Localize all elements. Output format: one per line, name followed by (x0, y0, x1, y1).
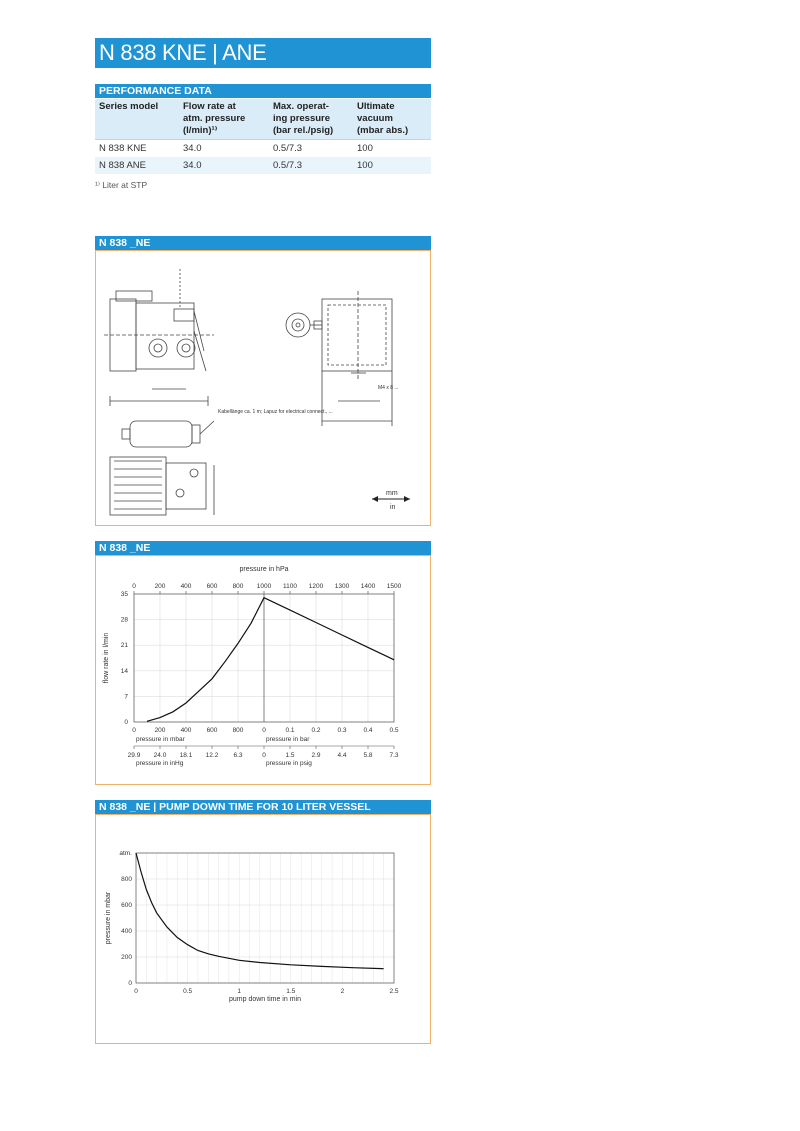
y-axis-label: pressure in mbar (105, 891, 112, 945)
y-tick-label: 0 (128, 980, 132, 987)
x-psig-tick-label: 7.3 (389, 752, 399, 759)
table-cell: 100 (353, 157, 431, 174)
drawing-note-left: Kabellänge ca. 1 m; Lapuz for electrical connect., ... (218, 409, 333, 415)
pump-chart-section-title: N 838 _NE | PUMP DOWN TIME FOR 10 LITER VESSEL (95, 800, 431, 814)
table-cell: 0.5/7.3 (269, 140, 353, 158)
page-title: N 838 KNE | ANE (95, 38, 431, 68)
x-inhg-tick-label: 12.2 (205, 752, 219, 759)
x-bar-tick-label: 0.4 (363, 727, 373, 734)
y-tick-label: 400 (121, 928, 132, 935)
x-mbar-tick-label: 0 (132, 727, 136, 734)
col-header-series-model: Series model (95, 99, 179, 140)
x-top-tick-label: 1100 (283, 583, 297, 590)
x-top-tick-label: 1200 (308, 583, 324, 590)
table-cell: 34.0 (179, 157, 269, 174)
x-inhg-label: pressure in inHg (136, 760, 184, 767)
x-inhg-tick-label: 18.1 (179, 752, 193, 759)
x-psig-tick-label: 4.4 (337, 752, 347, 759)
x-top-tick-label: 200 (154, 583, 166, 590)
y-tick-label: 0 (124, 719, 128, 726)
x-top-tick-label: 800 (232, 583, 244, 590)
flow-chart-section-title: N 838 _NE (95, 541, 431, 555)
col-header-flow-rate (179, 99, 269, 140)
x-top-tick-label: 1000 (256, 583, 272, 590)
x-tick-label: 1 (237, 988, 242, 995)
col-header-ultimate-vacuum (353, 99, 431, 140)
y-tick-label: 21 (120, 642, 128, 650)
y-tick-label: 35 (120, 591, 128, 598)
table-cell: 34.0 (179, 140, 269, 158)
technical-drawing (96, 251, 430, 525)
series-line-flow-rate (147, 598, 394, 722)
x-mbar-tick-label: 800 (232, 727, 244, 734)
plot-frame (136, 853, 394, 983)
x-mbar-tick-label: 600 (206, 727, 218, 734)
unit-in: in (390, 504, 396, 511)
x-tick-label: 2 (340, 988, 345, 995)
x-psig-tick-label: 1.5 (285, 752, 295, 759)
x-inhg-tick-label: 6.3 (233, 752, 243, 759)
unit-mm: mm (386, 490, 398, 497)
x-psig-tick-label: 5.8 (363, 752, 373, 759)
x-top-label: pressure in hPa (239, 566, 289, 573)
x-mbar-label: pressure in mbar (136, 736, 185, 743)
x-top-tick-label: 600 (206, 583, 218, 590)
pump-bottom-view (110, 457, 166, 515)
performance-section-title: PERFORMANCE DATA (95, 84, 431, 98)
x-mbar-tick-label: 200 (154, 727, 166, 734)
drawing-section-title: N 838 _NE (95, 236, 431, 250)
pump-down-chart (96, 815, 430, 1043)
x-bar-tick-label: 0.1 (285, 727, 295, 734)
col-header-vacuum-l3: (mbar abs.) (357, 125, 409, 136)
table-cell: N 838 KNE (95, 140, 179, 158)
x-bar-tick-label: 0.2 (311, 727, 321, 734)
col-header-max-pressure-l3: (bar rel./psig) (273, 125, 334, 136)
x-inhg-tick-label: 29.9 (127, 752, 141, 759)
y-tick-label: 14 (120, 667, 128, 675)
col-header-max-pressure-l1: Max. operat- (273, 101, 329, 112)
x-psig-label: pressure in psig (266, 760, 312, 767)
col-header-max-pressure (269, 99, 353, 140)
table-row (95, 140, 431, 158)
x-bar-tick-label: 0.3 (337, 727, 347, 734)
x-top-tick-label: 400 (180, 583, 192, 590)
col-header-flow-rate-l3: (l/min)¹⁾ (183, 125, 218, 136)
x-tick-label: 0 (134, 988, 138, 995)
x-psig-tick-label: 0 (262, 752, 266, 759)
y-tick-label: 600 (121, 902, 132, 909)
col-header-vacuum-l1: Ultimate (357, 101, 395, 112)
table-cell: 100 (353, 140, 431, 158)
x-bar-tick-label: 0.5 (389, 727, 399, 734)
col-header-vacuum-l2: vacuum (357, 113, 393, 124)
y-tick-label: atm. (119, 850, 132, 857)
footnote: ¹⁾ Liter at STP (95, 180, 148, 190)
y-axis-label: flow rate in l/min (103, 632, 110, 684)
performance-table (95, 99, 431, 174)
x-axis-label: pump down time in min (229, 996, 301, 1003)
table-cell: 0.5/7.3 (269, 157, 353, 174)
pump-front-view (322, 299, 392, 371)
technical-drawing-box (95, 250, 431, 526)
x-top-tick-label: 0 (132, 583, 136, 590)
drawing-note-right: M4 x 8 ... (378, 385, 399, 391)
table-cell: N 838 ANE (95, 157, 179, 174)
col-header-flow-rate-l1: Flow rate at (183, 101, 236, 112)
x-tick-label: 2.5 (389, 988, 399, 995)
flow-chart-box (95, 555, 431, 785)
x-tick-label: 1.5 (286, 988, 296, 995)
col-header-max-pressure-l2: ing pressure (273, 113, 331, 124)
x-bar-tick-label: 0 (262, 727, 266, 734)
x-top-tick-label: 1400 (360, 583, 376, 590)
x-mbar-tick-label: 400 (180, 727, 192, 734)
flow-rate-chart (96, 556, 430, 784)
y-tick-label: 28 (120, 616, 128, 624)
col-header-flow-rate-l2: atm. pressure (183, 113, 246, 124)
x-bar-label: pressure in bar (266, 736, 310, 743)
x-psig-tick-label: 2.9 (311, 752, 321, 759)
table-row (95, 157, 431, 174)
x-tick-label: 0.5 (183, 988, 193, 995)
x-top-tick-label: 1300 (334, 583, 350, 590)
y-tick-label: 800 (121, 876, 132, 883)
x-inhg-tick-label: 24.0 (153, 752, 167, 759)
y-tick-label: 200 (121, 954, 132, 961)
y-tick-label: 7 (124, 693, 128, 701)
pump-chart-box (95, 814, 431, 1044)
x-top-tick-label: 1500 (386, 583, 402, 590)
